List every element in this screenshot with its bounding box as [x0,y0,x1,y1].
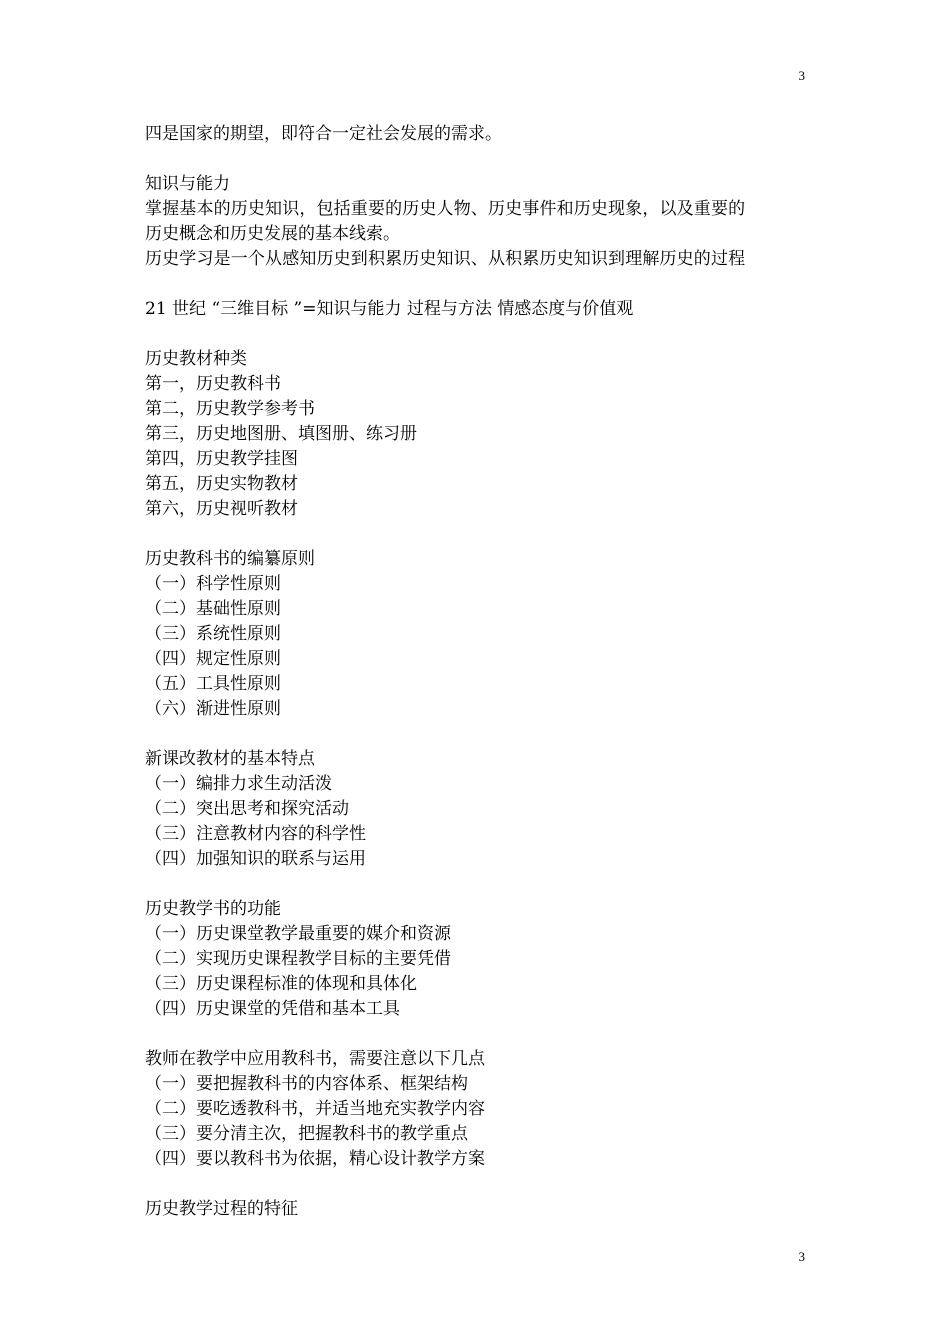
intro-line: 四是国家的期望，即符合一定社会发展的需求。 [145,124,502,144]
list-item: （一）历史课堂教学最重要的媒介和资源 [145,924,451,944]
spacer [145,522,815,547]
spacer [145,147,815,172]
list-item: （一）要把握教科书的内容体系、框架结构 [145,1074,468,1094]
list-item: （四）历史课堂的凭借和基本工具 [145,999,400,1019]
spacer [145,272,815,297]
list-item: （四）要以教科书为依据，精心设计教学方案 [145,1149,485,1169]
paragraph-line: 掌握基本的历史知识，包括重要的历史人物、历史事件和历史现象，以及重要的 [145,199,746,219]
paragraph-line: 历史概念和历史发展的基本线索。 [145,224,400,244]
list-item: （二）实现历史课程教学目标的主要凭借 [145,949,451,969]
list-item: （三）要分清主次，把握教科书的教学重点 [145,1124,468,1144]
list-item: （二）基础性原则 [145,599,281,619]
list-item: 第二，历史教学参考书 [145,399,315,419]
list-item: （一）科学性原则 [145,574,281,594]
list-item: 第四，历史教学挂图 [145,449,298,469]
list-item: （二）要吃透教科书，并适当地充实教学内容 [145,1099,485,1119]
list-item: （三）历史课程标准的体现和具体化 [145,974,417,994]
document-body [145,122,815,1222]
spacer [145,722,815,747]
list-item: 第三，历史地图册、填图册、练习册 [145,424,417,444]
footer-page-number: 3 [798,1249,805,1264]
spacer [145,322,815,347]
header-page-number: 3 [798,68,805,83]
three-goals-line: 21 世纪 “三维目标 ”=知识与能力 过程与方法 情感态度与价值观 [145,299,634,319]
list-item: （四）加强知识的联系与运用 [145,849,366,869]
list-item: 第一，历史教科书 [145,374,281,394]
list-item: （三）系统性原则 [145,624,281,644]
list-item: （三）注意教材内容的科学性 [145,824,366,844]
section-title-functions: 历史教学书的功能 [145,899,281,919]
section-title-knowledge: 知识与能力 [145,174,230,194]
list-item: （四）规定性原则 [145,649,281,669]
list-item: （二）突出思考和探究活动 [145,799,349,819]
spacer [145,872,815,897]
list-item: 第五，历史实物教材 [145,474,298,494]
spacer [145,1022,815,1047]
list-item: （六）渐进性原则 [145,699,281,719]
list-item: （五）工具性原则 [145,674,281,694]
section-title-process: 历史教学过程的特征 [145,1199,298,1219]
section-title-materials: 历史教材种类 [145,349,247,369]
section-title-features: 新课改教材的基本特点 [145,749,315,769]
spacer [145,1172,815,1197]
paragraph-line: 历史学习是一个从感知历史到积累历史知识、从积累历史知识到理解历史的过程 [145,249,746,269]
list-item: （一）编排力求生动活泼 [145,774,332,794]
section-title-usage: 教师在教学中应用教科书，需要注意以下几点 [145,1049,485,1069]
list-item: 第六，历史视听教材 [145,499,298,519]
section-title-principles: 历史教科书的编纂原则 [145,549,315,569]
